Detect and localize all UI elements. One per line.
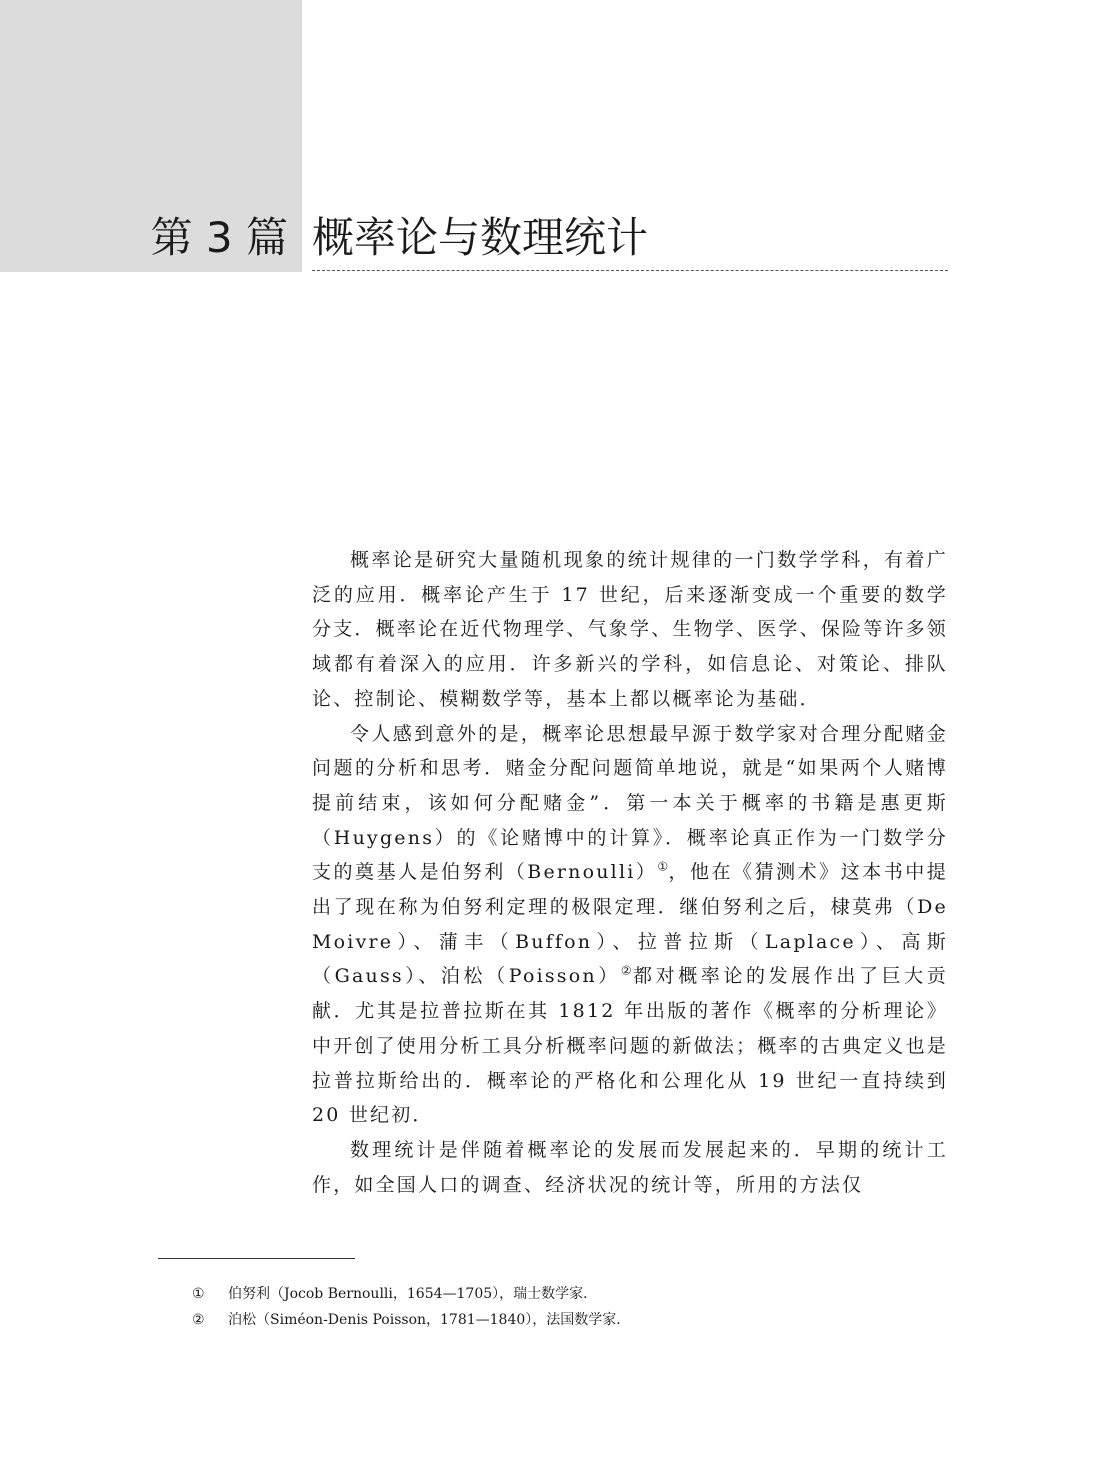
body-text — [312, 543, 948, 1202]
footnote-2 — [192, 1307, 892, 1333]
part-title: 概率论与数理统计 — [312, 213, 649, 262]
paragraph-1: 概率论是研究大量随机现象的统计规律的一门数学学科，有着广泛的应用．概率论产生于 17 世纪，后来逐渐变成一个重要的数学分支．概率论在近代物理学、气象学、生物学、医学、保险等许多领域都有着深入的应用．许多新兴的学科，如信息论、对策论、排队论、控制论、模糊数学等，基本上都以概率论为基础． — [312, 549, 949, 710]
footnote-ref-2: ② — [620, 964, 633, 979]
footnote-1-mark: ① — [192, 1286, 205, 1302]
footnote-1-text: 伯努利（Jocob Bernoulli，1654—1705），瑞士数学家． — [228, 1286, 598, 1302]
part-label-panel — [0, 200, 302, 272]
part-label: 第 3 篇 — [150, 213, 288, 262]
footnotes — [192, 1281, 892, 1333]
paragraph-3: 数理统计是伴随着概率论的发展而发展起来的．早期的统计工作，如全国人口的调查、经济状况的统计等，所用的方法仅 — [312, 1138, 948, 1196]
footnote-ref-1: ① — [657, 860, 669, 874]
decorative-grey-panel — [0, 0, 302, 200]
paragraph-2-part-a: 令人感到意外的是，概率论思想最早源于数学家对合理分配赌金问题的分析和思考．赌金分配问题简单地说，就是“如果两个人赌博提前结束，该如何分配赌金”．第一本关于概率的书籍是惠更斯（Huygens）的《论赌博中的计算》．概率论真正作为一门数学分支的奠基人是伯努利（Bernoulli） — [312, 722, 948, 884]
footnote-rule — [158, 1258, 355, 1259]
title-dashed-rule — [312, 270, 948, 271]
paragraph-2-part-c: 都对概率论的发展作出了巨大贡献．尤其是拉普拉斯在其 1812 年出版的著作《概率的分析理论》中开创了使用分析工具分析概率问题的新做法；概率的古典定义也是拉普拉斯给出的．概率论的严格化和公理化从 19 世纪一直持续到 20 世纪初． — [312, 965, 949, 1127]
footnote-2-mark: ② — [192, 1312, 205, 1328]
footnote-2-text: 泊松（Siméon-Denis Poisson，1781—1840），法国数学家． — [228, 1312, 631, 1328]
paragraph-2-part-b: ，他在《猜测术》这本书中提出了现在称为伯努利定理的极限定理．继伯努利之后，棣莫弗（De Moivre）、蒲丰（Buffon）、拉普拉斯（Laplace）、高斯（Gauss）、泊松（Poisson） — [312, 861, 948, 988]
paragraph-2 — [312, 717, 948, 1133]
footnote-1 — [192, 1281, 892, 1307]
